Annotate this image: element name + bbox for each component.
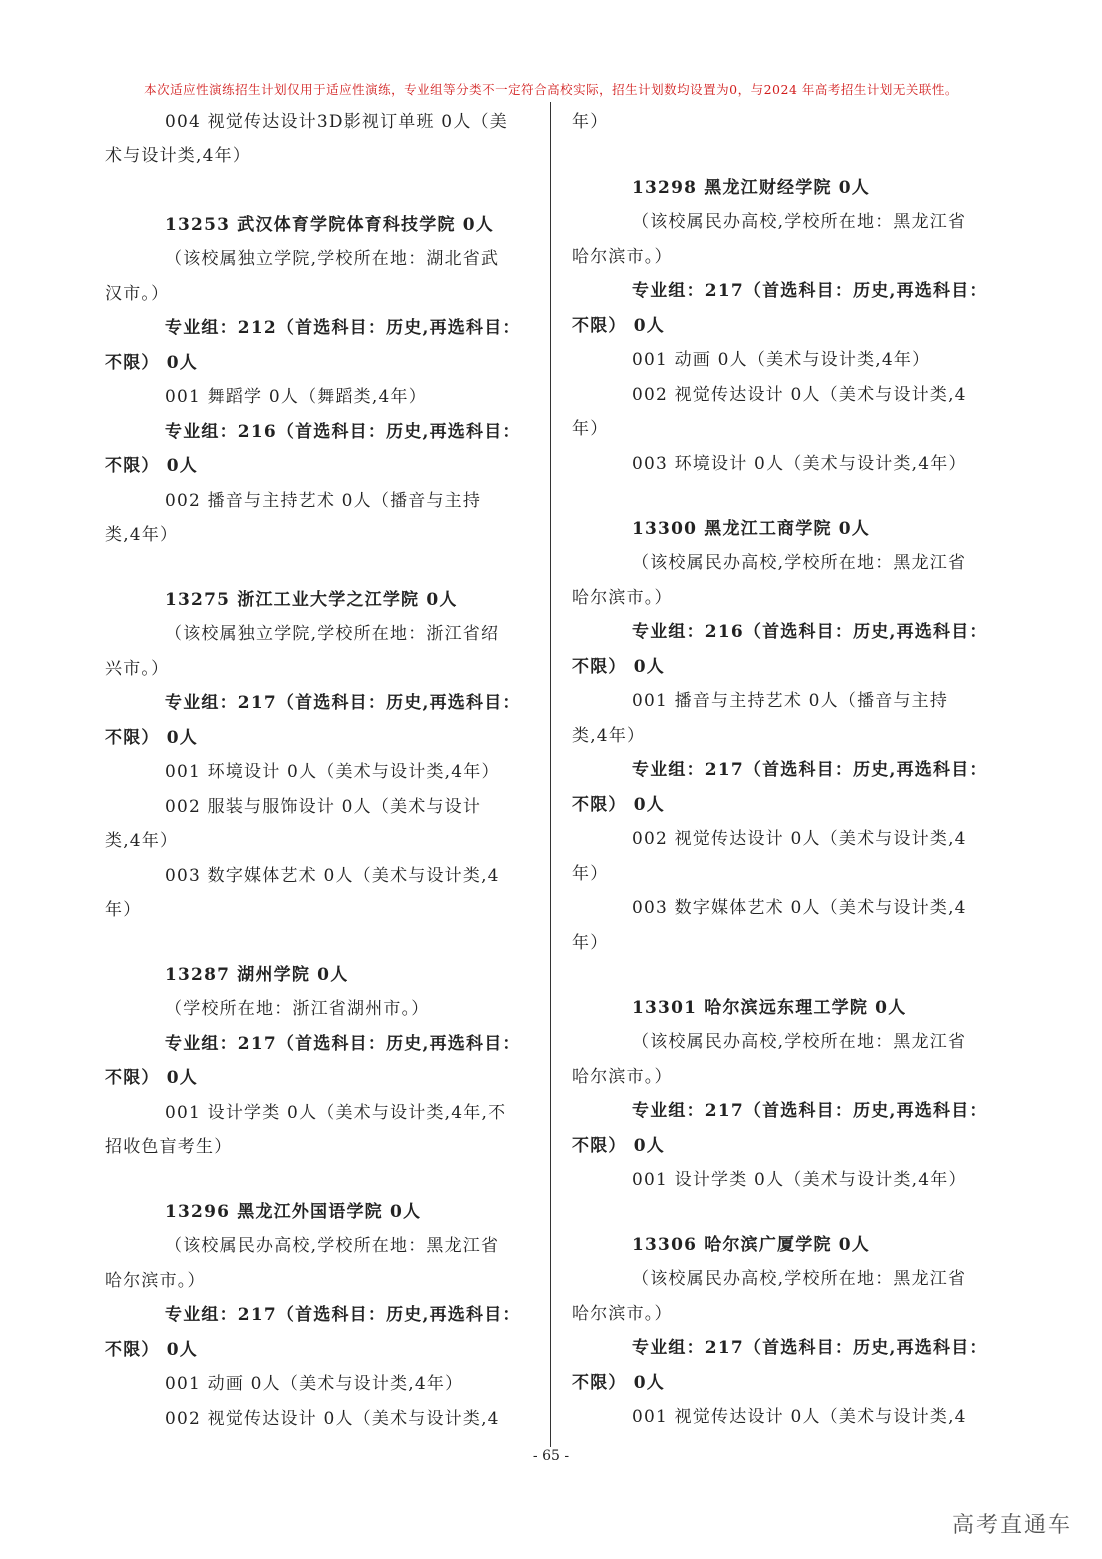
entry-text-line: 年） — [572, 933, 609, 953]
entry-text-line: 004 视觉传达设计3D影视订单班 0人（美 — [165, 112, 508, 132]
entry-text-line: （该校属独立学院,学校所在地：浙江省绍 — [165, 624, 500, 644]
entry-text-line: 001 视觉传达设计 0人（美术与设计类,4 — [632, 1407, 967, 1427]
watermark-text: 高考直通车 — [951, 1513, 1072, 1538]
entry-text-line: 类,4年） — [572, 726, 646, 746]
entry-text-line: 002 视觉传达设计 0人（美术与设计类,4 — [632, 385, 967, 405]
entry-text-line: 类,4年） — [105, 525, 179, 545]
entry-text-line: 汉市。） — [105, 284, 170, 304]
entry-heading-line: 13301 哈尔滨远东理工学院 0人 — [632, 998, 907, 1018]
entry-text-line: 哈尔滨市。） — [105, 1271, 206, 1291]
column-divider — [550, 102, 551, 1447]
entry-text-line: 哈尔滨市。） — [572, 588, 673, 608]
entry-heading-line: 不限） 0人 — [105, 456, 198, 476]
entry-heading-line: 专业组：217（首选科目：历史,再选科目： — [632, 281, 988, 301]
entry-text-line: 001 设计学类 0人（美术与设计类,4年） — [632, 1170, 967, 1190]
entry-text-line: （该校属独立学院,学校所在地：湖北省武 — [165, 249, 500, 269]
entry-heading-line: 13275 浙江工业大学之江学院 0人 — [165, 590, 458, 610]
entry-text-line: 哈尔滨市。） — [572, 247, 673, 267]
entry-text-line: 兴市。） — [105, 659, 170, 679]
entry-heading-line: 不限） 0人 — [105, 728, 198, 748]
entry-text-line: 哈尔滨市。） — [572, 1304, 673, 1324]
entry-text-line: 003 数字媒体艺术 0人（美术与设计类,4 — [165, 866, 500, 886]
entry-heading-line: 专业组：216（首选科目：历史,再选科目： — [165, 422, 521, 442]
entry-text-line: 术与设计类,4年） — [105, 146, 252, 166]
entry-text-line: 001 环境设计 0人（美术与设计类,4年） — [165, 762, 500, 782]
entry-heading-line: 13298 黑龙江财经学院 0人 — [632, 178, 871, 198]
entry-text-line: 年） — [572, 112, 609, 132]
entry-text-line: （该校属民办高校,学校所在地：黑龙江省 — [165, 1236, 500, 1256]
entry-heading-line: 专业组：217（首选科目：历史,再选科目： — [632, 1101, 988, 1121]
entry-heading-line: 专业组：217（首选科目：历史,再选科目： — [165, 1034, 521, 1054]
entry-text-line: 001 舞蹈学 0人（舞蹈类,4年） — [165, 387, 427, 407]
entry-heading-line: 专业组：217（首选科目：历史,再选科目： — [165, 693, 521, 713]
entry-heading-line: 专业组：217（首选科目：历史,再选科目： — [165, 1305, 521, 1325]
entry-heading-line: 不限） 0人 — [572, 657, 665, 677]
page-number: - 65 - — [532, 1448, 570, 1464]
entry-text-line: （该校属民办高校,学校所在地：黑龙江省 — [632, 553, 967, 573]
entry-heading-line: 专业组：212（首选科目：历史,再选科目： — [165, 318, 521, 338]
entry-text-line: 002 视觉传达设计 0人（美术与设计类,4 — [165, 1409, 500, 1429]
entry-heading-line: 不限） 0人 — [572, 1136, 665, 1156]
entry-text-line: （该校属民办高校,学校所在地：黑龙江省 — [632, 1032, 967, 1052]
entry-text-line: （学校所在地：浙江省湖州市。） — [165, 999, 430, 1019]
entry-text-line: 哈尔滨市。） — [572, 1067, 673, 1087]
entry-heading-line: 不限） 0人 — [105, 1340, 198, 1360]
entry-text-line: 招收色盲考生） — [105, 1137, 233, 1157]
entry-text-line: 年） — [572, 419, 609, 439]
entry-text-line: 001 播音与主持艺术 0人（播音与主持 — [632, 691, 949, 711]
entry-heading-line: 不限） 0人 — [572, 1373, 665, 1393]
entry-heading-line: 不限） 0人 — [572, 316, 665, 336]
entry-text-line: 年） — [105, 900, 142, 920]
entry-heading-line: 13253 武汉体育学院体育科技学院 0人 — [165, 215, 495, 235]
entry-text-line: 002 播音与主持艺术 0人（播音与主持 — [165, 491, 482, 511]
entry-heading-line: 不限） 0人 — [105, 1068, 198, 1088]
entry-heading-line: 专业组：217（首选科目：历史,再选科目： — [632, 1338, 988, 1358]
entry-text-line: 002 服装与服饰设计 0人（美术与设计 — [165, 797, 482, 817]
entry-heading-line: 不限） 0人 — [572, 795, 665, 815]
entry-text-line: 002 视觉传达设计 0人（美术与设计类,4 — [632, 829, 967, 849]
entry-text-line: 类,4年） — [105, 831, 179, 851]
entry-text-line: 003 数字媒体艺术 0人（美术与设计类,4 — [632, 898, 967, 918]
entry-heading-line: 13300 黑龙江工商学院 0人 — [632, 519, 871, 539]
entry-heading-line: 13287 湖州学院 0人 — [165, 965, 349, 985]
entry-heading-line: 13306 哈尔滨广厦学院 0人 — [632, 1235, 871, 1255]
entry-heading-line: 专业组：217（首选科目：历史,再选科目： — [632, 760, 988, 780]
entry-heading-line: 专业组：216（首选科目：历史,再选科目： — [632, 622, 988, 642]
entry-text-line: 001 设计学类 0人（美术与设计类,4年,不 — [165, 1103, 507, 1123]
entry-text-line: 年） — [572, 864, 609, 884]
entry-text-line: 001 动画 0人（美术与设计类,4年） — [632, 350, 931, 370]
entry-heading-line: 不限） 0人 — [105, 353, 198, 373]
entry-heading-line: 13296 黑龙江外国语学院 0人 — [165, 1202, 422, 1222]
entry-text-line: （该校属民办高校,学校所在地：黑龙江省 — [632, 212, 967, 232]
entry-text-line: 001 动画 0人（美术与设计类,4年） — [165, 1374, 464, 1394]
entry-text-line: （该校属民办高校,学校所在地：黑龙江省 — [632, 1269, 967, 1289]
entry-text-line: 003 环境设计 0人（美术与设计类,4年） — [632, 454, 967, 474]
notice-banner: 本次适应性演练招生计划仅用于适应性演练，专业组等分类不一定符合高校实际，招生计划数均设置为0，与2024 年高考招生计划无关联性。 — [144, 82, 958, 97]
